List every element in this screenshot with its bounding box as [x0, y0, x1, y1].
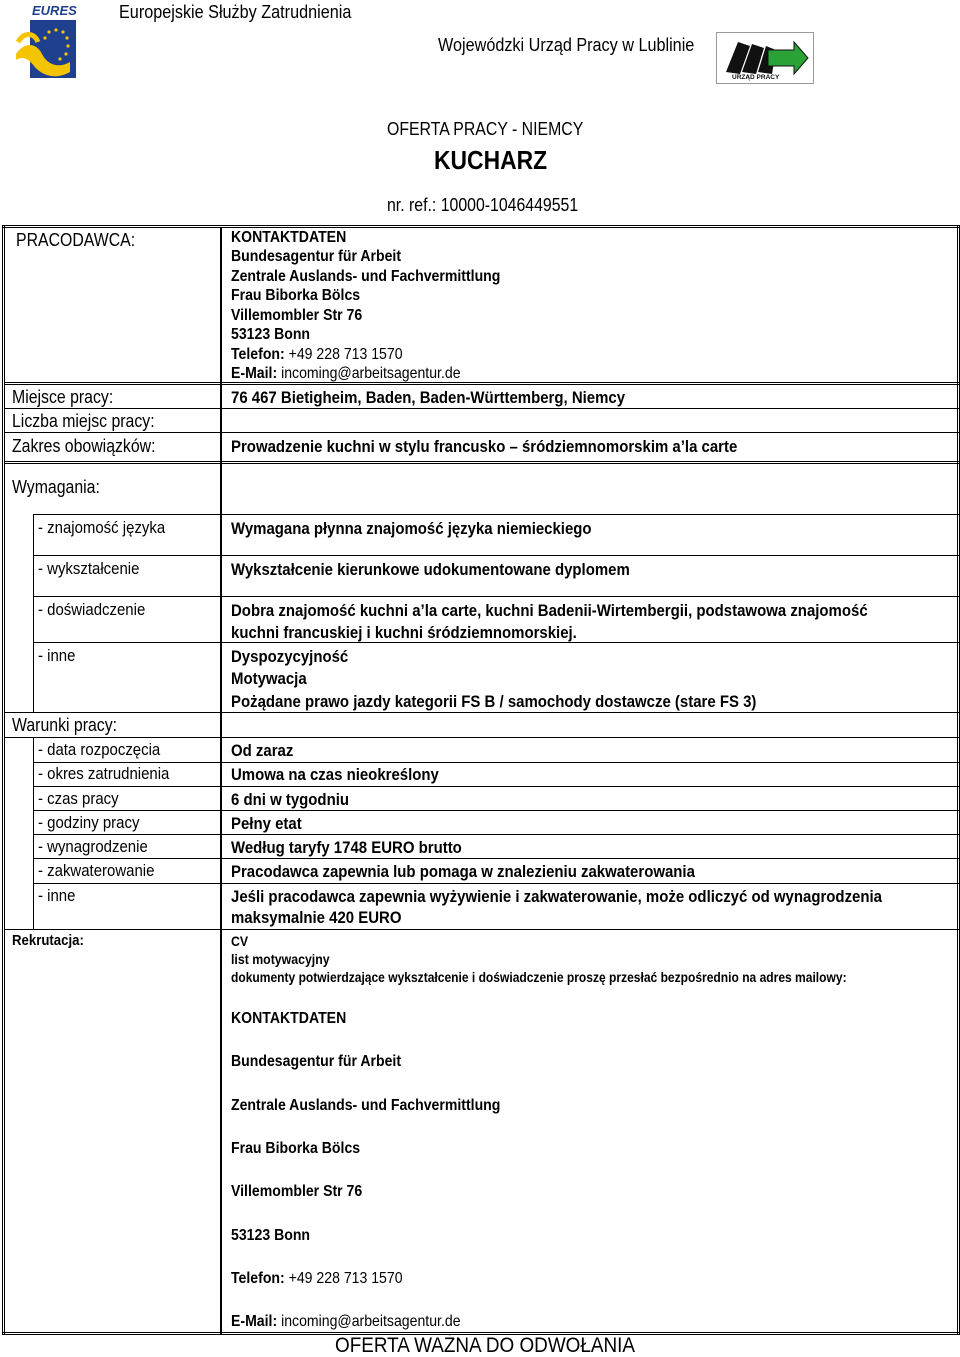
- language-label: - znajomość języka: [38, 518, 166, 537]
- row-divider-c3: [34, 810, 959, 811]
- requirements-label: Wymagania:: [12, 477, 100, 497]
- recruitment-email-link[interactable]: incoming@arbeitsagentur.de: [277, 1313, 461, 1330]
- employer-email-link[interactable]: incoming@arbeitsagentur.de: [277, 365, 461, 382]
- recruitment-city: 53123 Bonn: [231, 1227, 311, 1244]
- condition-value-salary: Według taryfy 1748 EURO brutto: [231, 838, 462, 857]
- employer-phone: Telefon: +49 228 713 1570: [231, 346, 403, 363]
- recruitment-email: E-Mail: incoming@arbeitsagentur.de: [231, 1313, 461, 1330]
- recruitment-phone: Telefon: +49 228 713 1570: [231, 1270, 403, 1287]
- recruitment-item-cv: CV: [231, 933, 249, 949]
- conditions-label: Warunki pracy:: [12, 715, 118, 735]
- office-name: Wojewódzki Urząd Pracy w Lublinie: [438, 35, 695, 55]
- experience-label: - doświadczenie: [38, 600, 146, 619]
- other-requirements-label: - inne: [38, 646, 76, 665]
- recruitment-item-letter: list motywacyjny: [231, 951, 330, 967]
- office-logo-icon: [716, 32, 814, 84]
- row-divider-workplace: [4, 408, 959, 409]
- condition-value-other-line1: Jeśli pracodawca zapewnia wyżywienie i zakwaterowanie, może odliczyć od wynagrodzenia: [231, 887, 882, 906]
- row-divider-requirements: [34, 514, 959, 515]
- office-logo: [716, 32, 814, 84]
- condition-value-period: Umowa na czas nieokreślony: [231, 765, 439, 784]
- condition-label-time: - czas pracy: [38, 789, 119, 808]
- other-requirement-3: Pożądane prawo jazdy kategorii FS B / samochody dostawcze (stare FS 3): [231, 692, 757, 711]
- recruitment-item-documents: dokumenty potwierdzające wykształcenie i doświadczenie proszę przesłać bezpośrednio na adres mailowy:: [231, 969, 847, 985]
- duties-label: Zakres obowiązków:: [12, 436, 156, 456]
- condition-label-accommodation: - zakwaterowanie: [38, 861, 155, 880]
- experience-value-line2: kuchni francuskiej i kuchni śródziemnomorskiej.: [231, 623, 577, 642]
- duties-value: Prowadzenie kuchni w stylu francusko – śródziemnomorskim a’la carte: [231, 437, 738, 456]
- employer-label: PRACODAWCA:: [16, 230, 136, 250]
- condition-label-salary: - wynagrodzenie: [38, 837, 148, 856]
- workplace-label: Miejsce pracy:: [12, 387, 114, 407]
- condition-value-start: Od zaraz: [231, 741, 294, 760]
- agency-name: Europejskie Służby Zatrudnienia: [119, 2, 352, 22]
- eures-logo: [12, 2, 78, 80]
- job-title: KUCHARZ: [434, 145, 548, 175]
- row-divider-c1: [34, 762, 959, 763]
- row-divider-language: [34, 555, 959, 556]
- subsection-indent-line-requirements: [33, 514, 34, 713]
- recruitment-agency: Bundesagentur für Arbeit: [231, 1053, 402, 1070]
- offer-validity-note: OFERTA WAŻNA DO ODWOŁANIA: [335, 1334, 635, 1357]
- row-divider-c5: [34, 858, 959, 859]
- row-divider-c2: [34, 786, 959, 787]
- row-divider-duties: [4, 461, 959, 464]
- subsection-indent-line-conditions: [33, 737, 34, 930]
- employer-contact-person: Frau Biborka Bölcs: [231, 287, 361, 304]
- condition-value-hours: Pełny etat: [231, 814, 302, 833]
- other-requirement-2: Motywacja: [231, 669, 307, 688]
- vacancies-label: Liczba miejsc pracy:: [12, 411, 155, 431]
- table-column-divider: [220, 228, 222, 1334]
- recruitment-contact-person: Frau Biborka Bölcs: [231, 1140, 361, 1157]
- row-divider-other: [4, 712, 959, 713]
- employer-city: 53123 Bonn: [231, 326, 311, 343]
- row-divider-c4: [34, 834, 959, 835]
- row-divider-vacancies: [4, 432, 959, 433]
- offer-country-line: OFERTA PRACY - NIEMCY: [387, 119, 584, 139]
- recruitment-label: Rekrutacja:: [12, 932, 84, 949]
- recruitment-contact-header: KONTAKTDATEN: [231, 1010, 347, 1027]
- other-requirement-1: Dyspozycyjność: [231, 647, 349, 666]
- employer-agency: Bundesagentur für Arbeit: [231, 248, 402, 265]
- row-divider-conditions: [4, 737, 959, 738]
- table-left-border: [2, 225, 5, 1335]
- svg-text:URZĄD PRACY: URZĄD PRACY: [732, 74, 780, 81]
- recruitment-street: Villemombler Str 76: [231, 1183, 363, 1200]
- row-divider-c6: [34, 883, 959, 884]
- condition-value-time: 6 dni w tygodniu: [231, 790, 350, 809]
- employer-street: Villemombler Str 76: [231, 307, 363, 324]
- condition-label-hours: - godziny pracy: [38, 813, 140, 832]
- workplace-value: 76 467 Bietigheim, Baden, Baden-Württemberg, Niemcy: [231, 388, 626, 407]
- svg-text:EURES: EURES: [32, 3, 77, 18]
- language-value: Wymagana płynna znajomość języka niemieckiego: [231, 519, 592, 538]
- condition-value-accommodation: Pracodawca zapewnia lub pomaga w znalezieniu zakwaterowania: [231, 862, 695, 881]
- employer-contact-header: KONTAKTDATEN: [231, 229, 347, 246]
- condition-label-other: - inne: [38, 886, 76, 905]
- condition-label-period: - okres zatrudnienia: [38, 764, 170, 783]
- recruitment-department: Zentrale Auslands- und Fachvermittlung: [231, 1097, 501, 1114]
- education-value: Wykształcenie kierunkowe udokumentowane dyplomem: [231, 560, 630, 579]
- row-divider-education: [34, 596, 959, 597]
- condition-value-other-line2: maksymalnie 420 EURO: [231, 908, 402, 927]
- experience-value-line1: Dobra znajomość kuchni a’la carte, kuchni Badenii-Wirtembergii, podstawowa znajomość: [231, 601, 868, 620]
- employer-email: E-Mail: incoming@arbeitsagentur.de: [231, 365, 461, 382]
- education-label: - wykształcenie: [38, 559, 140, 578]
- employer-department: Zentrale Auslands- und Fachvermittlung: [231, 268, 501, 285]
- reference-number: nr. ref.: 10000-1046449551: [387, 195, 579, 215]
- row-divider-c7: [4, 929, 959, 930]
- condition-label-start: - data rozpoczęcia: [38, 740, 161, 759]
- table-top-border: [2, 225, 960, 228]
- eures-logo-icon: [12, 2, 78, 80]
